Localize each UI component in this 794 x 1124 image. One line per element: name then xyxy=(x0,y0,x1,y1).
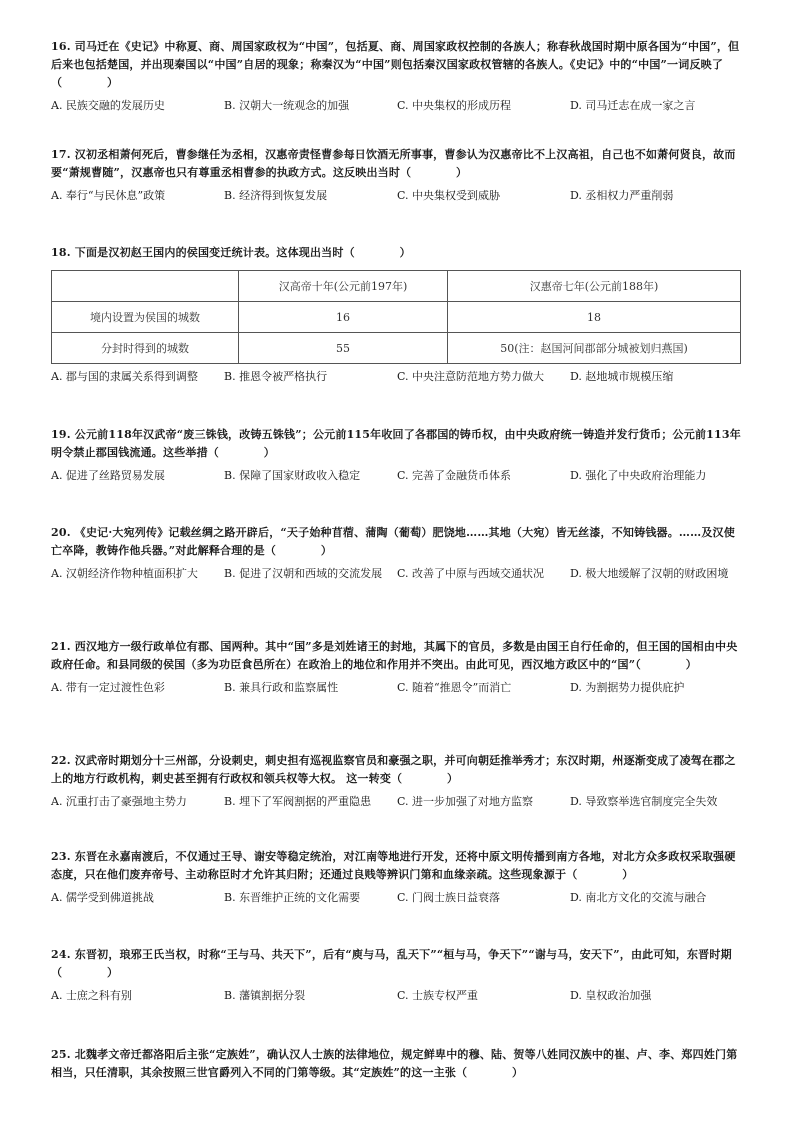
option-d[interactable]: D. 导致察举选官制度完全失效 xyxy=(570,795,718,808)
options-row xyxy=(51,987,741,1005)
option-a[interactable]: A. 奉行“与民休息”政策 xyxy=(51,189,166,202)
question-17 xyxy=(51,146,741,205)
table-cell: 50(注：赵国河间郡部分城被划归燕国) xyxy=(448,333,741,364)
table-cell: 16 xyxy=(239,302,448,333)
table-cell: 18 xyxy=(448,302,741,333)
options-row xyxy=(51,565,741,601)
option-c[interactable]: C. 随着“推恩令”而消亡 xyxy=(397,681,512,694)
table-header-cell xyxy=(52,271,239,302)
option-c[interactable]: C. 士族专权严重 xyxy=(397,989,479,1002)
option-d[interactable]: D. 南北方文化的交流与融合 xyxy=(570,891,707,904)
question-16 xyxy=(51,38,741,115)
option-b[interactable]: B. 促进了汉朝和西域的交流发展 xyxy=(224,567,383,580)
option-b[interactable]: B. 埋下了军阀割据的严重隐患 xyxy=(224,795,372,808)
table-cell: 分封时得到的城数 xyxy=(52,333,239,364)
question-18-options xyxy=(51,368,741,386)
options-row xyxy=(51,889,741,907)
options-row xyxy=(51,97,741,115)
question-stem: 19. 公元前118年汉武帝“废三铢钱，改铸五铢钱”；公元前115年收回了各郡国的铸币权，由中央政府统一铸造并发行货币；公元前113年明令禁止郡国钱流通。这些举措（ ） xyxy=(51,428,741,459)
option-d[interactable]: D. 极大地缓解了汉朝的财政困境 xyxy=(570,567,729,580)
option-a[interactable]: A. 促进了丝路贸易发展 xyxy=(51,469,165,482)
option-d[interactable]: D. 强化了中央政府治理能力 xyxy=(570,469,707,482)
question-18 xyxy=(51,244,741,262)
option-b[interactable]: B. 汉朝大一统观念的加强 xyxy=(224,99,350,112)
option-b[interactable]: B. 兼具行政和监察属性 xyxy=(224,681,339,694)
option-a[interactable]: A. 民族交融的发展历史 xyxy=(51,99,165,112)
question-stem: 22. 汉武帝时期划分十三州部，分设刺史，刺史担有巡视监察官员和豪强之职，并可向朝廷推举秀才；东汉时期，州逐渐变成了凌驾在郡之上的地方行政机构，刺史甚至拥有行政权和领兵权等大权。 这一转变（ ） xyxy=(51,754,736,785)
fief-statistics-table xyxy=(51,270,741,364)
option-c[interactable]: C. 改善了中原与西域交通状况 xyxy=(397,567,545,580)
option-a[interactable]: A. 郡与国的隶属关系得到调整 xyxy=(51,370,198,383)
option-a[interactable]: A. 沉重打击了豪强地主势力 xyxy=(51,795,187,808)
table-row xyxy=(52,302,741,333)
option-c[interactable]: C. 中央注意防范地方势力做大 xyxy=(397,370,545,383)
option-c[interactable]: C. 中央集权的形成历程 xyxy=(397,99,512,112)
options-row xyxy=(51,368,741,386)
question-stem: 25. 北魏孝文帝迁都洛阳后主张“定族姓”，确认汉人士族的法律地位，规定鲜卑中的穆、陆、贺等八姓同汉族中的崔、卢、李、郑四姓门第相当，只任清职，其余按照三世官爵列入不同的门第等级。其“定族姓”的这一主张（ ） xyxy=(51,1048,738,1079)
table-header-row xyxy=(52,271,741,302)
option-d[interactable]: D. 皇权政治加强 xyxy=(570,989,652,1002)
question-stem: 23. 东晋在永嘉南渡后，不仅通过王导、谢安等稳定统治，对江南等地进行开发，还将中原文明传播到南方各地，对北方众多政权采取强硬态度，只在他们废弃帝号、主动称臣时才允许其归附；还通过良贱等辨识门第和血缘亲疏。这些现象源于（ ） xyxy=(51,850,736,881)
question-stem: 17. 汉初丞相萧何死后，曹参继任为丞相，汉惠帝责怪曹参每日饮酒无所事事，曹参认为汉惠帝比不上汉高祖，自己也不如萧何贤良，故而要“萧规曹随”，汉惠帝也只有尊重丞相曹参的执政方式。这反映出当时（ ） xyxy=(51,148,736,179)
option-c[interactable]: C. 完善了金融货币体系 xyxy=(397,469,512,482)
option-a[interactable]: A. 汉朝经济作物种植面积扩大 xyxy=(51,567,198,580)
option-c[interactable]: C. 门阀士族日益衰落 xyxy=(397,891,501,904)
option-d[interactable]: D. 为割据势力提供庇护 xyxy=(570,681,685,694)
question-23 xyxy=(51,848,741,907)
question-25 xyxy=(51,1046,741,1082)
options-row xyxy=(51,793,741,811)
option-d[interactable]: D. 赵地城市规模压缩 xyxy=(570,370,674,383)
table-cell: 境内设置为侯国的城数 xyxy=(52,302,239,333)
question-24 xyxy=(51,946,741,1005)
question-22 xyxy=(51,752,741,811)
question-stem: 18. 下面是汉初赵王国内的侯国变迁统计表。这体现出当时（ ） xyxy=(51,246,411,259)
question-stem: 16. 司马迁在《史记》中称夏、商、周国家政权为“中国”，包括夏、商、周国家政权控制的各族人；称春秋战国时期中原各国为“中国”，但后来也包括楚国，并出现秦国以“中国”自居的现象；称秦汉为“中国”则包括秦汉国家政权管辖的各族人。《史记》中的“中国”一词反映了（ ） xyxy=(51,40,740,89)
question-20 xyxy=(51,524,741,601)
option-d[interactable]: D. 丞相权力严重削弱 xyxy=(570,189,674,202)
option-a[interactable]: A. 儒学受到佛道挑战 xyxy=(51,891,154,904)
question-19 xyxy=(51,426,741,485)
option-b[interactable]: B. 经济得到恢复发展 xyxy=(224,189,328,202)
options-row xyxy=(51,187,741,205)
option-b[interactable]: B. 藩镇割据分裂 xyxy=(224,989,306,1002)
option-d[interactable]: D. 司马迁志在成一家之言 xyxy=(570,99,696,112)
table-row xyxy=(52,333,741,364)
table-header-cell: 汉高帝十年(公元前197年) xyxy=(239,271,448,302)
options-row xyxy=(51,679,741,697)
option-a[interactable]: A. 士庶之科有别 xyxy=(51,989,132,1002)
table-header-cell: 汉惠帝七年(公元前188年) xyxy=(448,271,741,302)
option-a[interactable]: A. 带有一定过渡性色彩 xyxy=(51,681,165,694)
table-cell: 55 xyxy=(239,333,448,364)
question-stem: 20. 《史记·大宛列传》记载丝绸之路开辟后，“天子始种苜蓿、蒲陶（葡萄）肥饶地……其地（大宛）皆无丝漆，不知铸钱器。……及汉使亡卒降，教铸作他兵器。”对此解释合理的是（ ） xyxy=(51,526,735,557)
options-row xyxy=(51,467,741,485)
question-stem: 24. 东晋初，琅邪王氏当权，时称“王与马、共天下”，后有“庾与马，乱天下”“桓与马，争天下”“谢与马，安天下”，由此可知，东晋时期（ ） xyxy=(51,948,732,979)
question-21 xyxy=(51,638,741,697)
option-c[interactable]: C. 进一步加强了对地方监察 xyxy=(397,795,534,808)
option-b[interactable]: B. 推恩令被严格执行 xyxy=(224,370,328,383)
option-b[interactable]: B. 保障了国家财政收入稳定 xyxy=(224,469,361,482)
option-c[interactable]: C. 中央集权受到威胁 xyxy=(397,189,501,202)
question-stem: 21. 西汉地方一级行政单位有郡、国两种。其中“国”多是刘姓诸王的封地，其属下的官员，多数是由国王自行任命的，但王国的国相由中央政府任命。和县同级的侯国（多为功臣食邑所在）在政治上的地位和作用并不突出。由此可见，西汉地方政区中的“国”（ ） xyxy=(51,640,738,671)
option-b[interactable]: B. 东晋维护正统的文化需要 xyxy=(224,891,361,904)
